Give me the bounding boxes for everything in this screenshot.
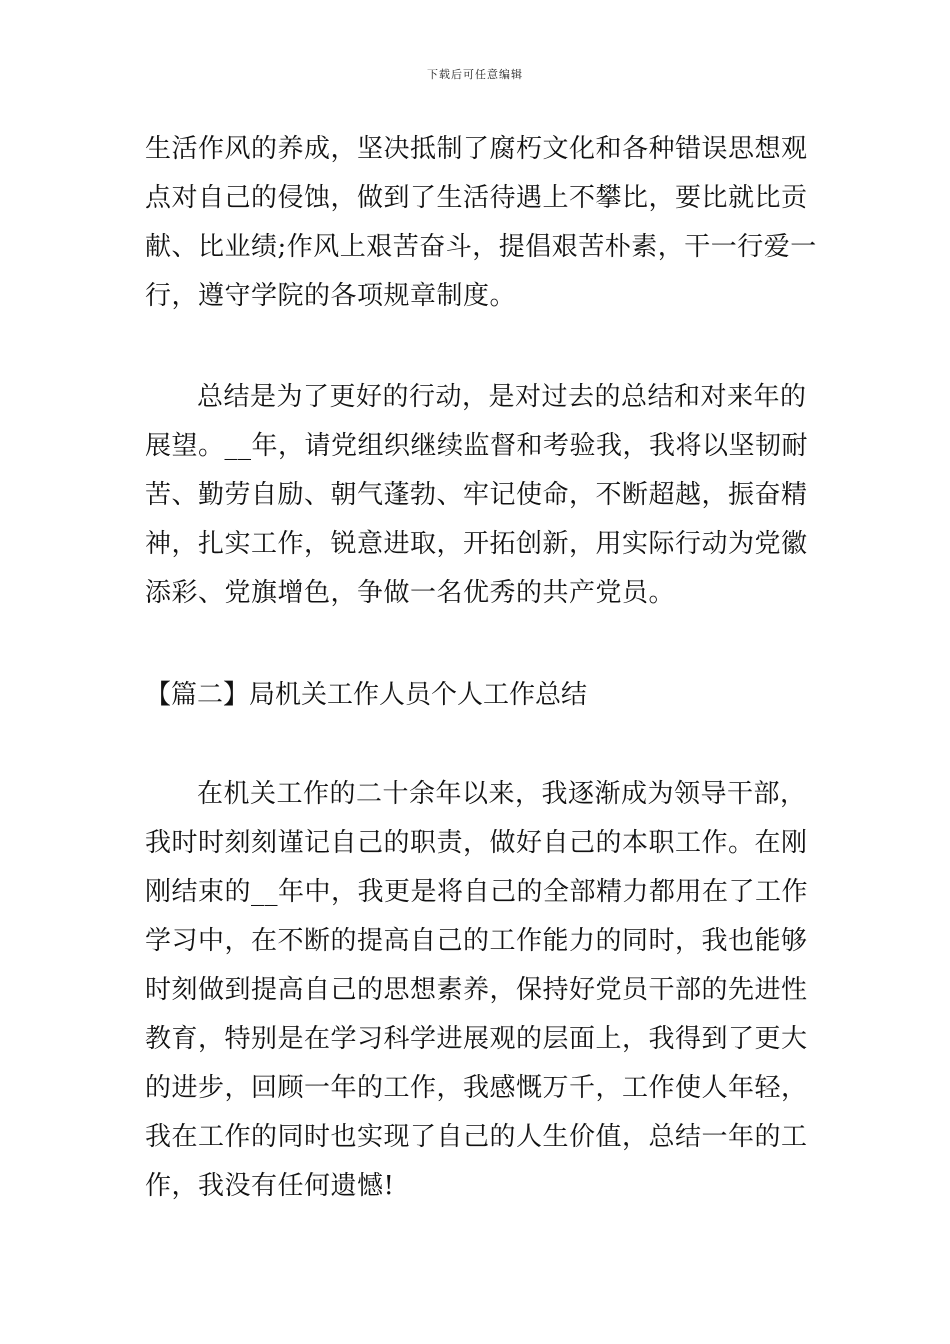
section-heading: 【篇二】局机关工作人员个人工作总结 — [145, 680, 588, 710]
text-line: 作，我没有任何遗憾! — [145, 1171, 395, 1201]
paragraph-2 — [145, 373, 810, 618]
text-line: 我在工作的同时也实现了自己的人生价值，总结一年的工 — [145, 1122, 808, 1152]
header-note: 下载后可任意编辑 — [427, 68, 523, 81]
text-line: 总结是为了更好的行动，是对过去的总结和对来年的 — [197, 382, 807, 412]
text-line: 我时时刻刻谨记自己的职责，做好自己的本职工作。在刚 — [145, 828, 808, 858]
text-line: 在机关工作的二十余年以来，我逐渐成为领导干部， — [197, 779, 807, 809]
text-line: 添彩、党旗增色，争做一名优秀的共产党员。 — [145, 578, 676, 608]
text-line: 的进步，回顾一年的工作，我感慨万千，工作使人年轻， — [145, 1073, 808, 1103]
text-line: 教育，特别是在学习科学进展观的层面上，我得到了更大 — [145, 1024, 808, 1054]
paragraph-1 — [145, 125, 817, 321]
text-line: 点对自己的侵蚀，做到了生活待遇上不攀比，要比就比贡 — [145, 183, 808, 213]
text-line: 献、比业绩;作风上艰苦奋斗，提倡艰苦朴素，干一行爱一 — [145, 232, 817, 262]
text-line: 时刻做到提高自己的思想素养，保持好党员干部的先进性 — [145, 975, 808, 1005]
paragraph-3 — [145, 770, 810, 1211]
text-line: 学习中，在不断的提高自己的工作能力的同时，我也能够 — [145, 926, 808, 956]
text-line: 生活作风的养成，坚决抵制了腐朽文化和各种错误思想观 — [145, 134, 808, 164]
text-line: 展望。__年，请党组织继续监督和考验我，我将以坚韧耐 — [145, 431, 809, 461]
text-line: 神，扎实工作，锐意进取，开拓创新，用实际行动为党徽 — [145, 529, 808, 559]
text-line: 刚结束的__年中，我更是将自己的全部精力都用在了工作 — [145, 877, 809, 907]
text-line: 苦、勤劳自励、朝气蓬勃、牢记使命，不断超越，振奋精 — [145, 480, 808, 510]
section-heading-block — [145, 671, 810, 720]
text-line: 行，遵守学院的各项规章制度。 — [145, 281, 517, 311]
